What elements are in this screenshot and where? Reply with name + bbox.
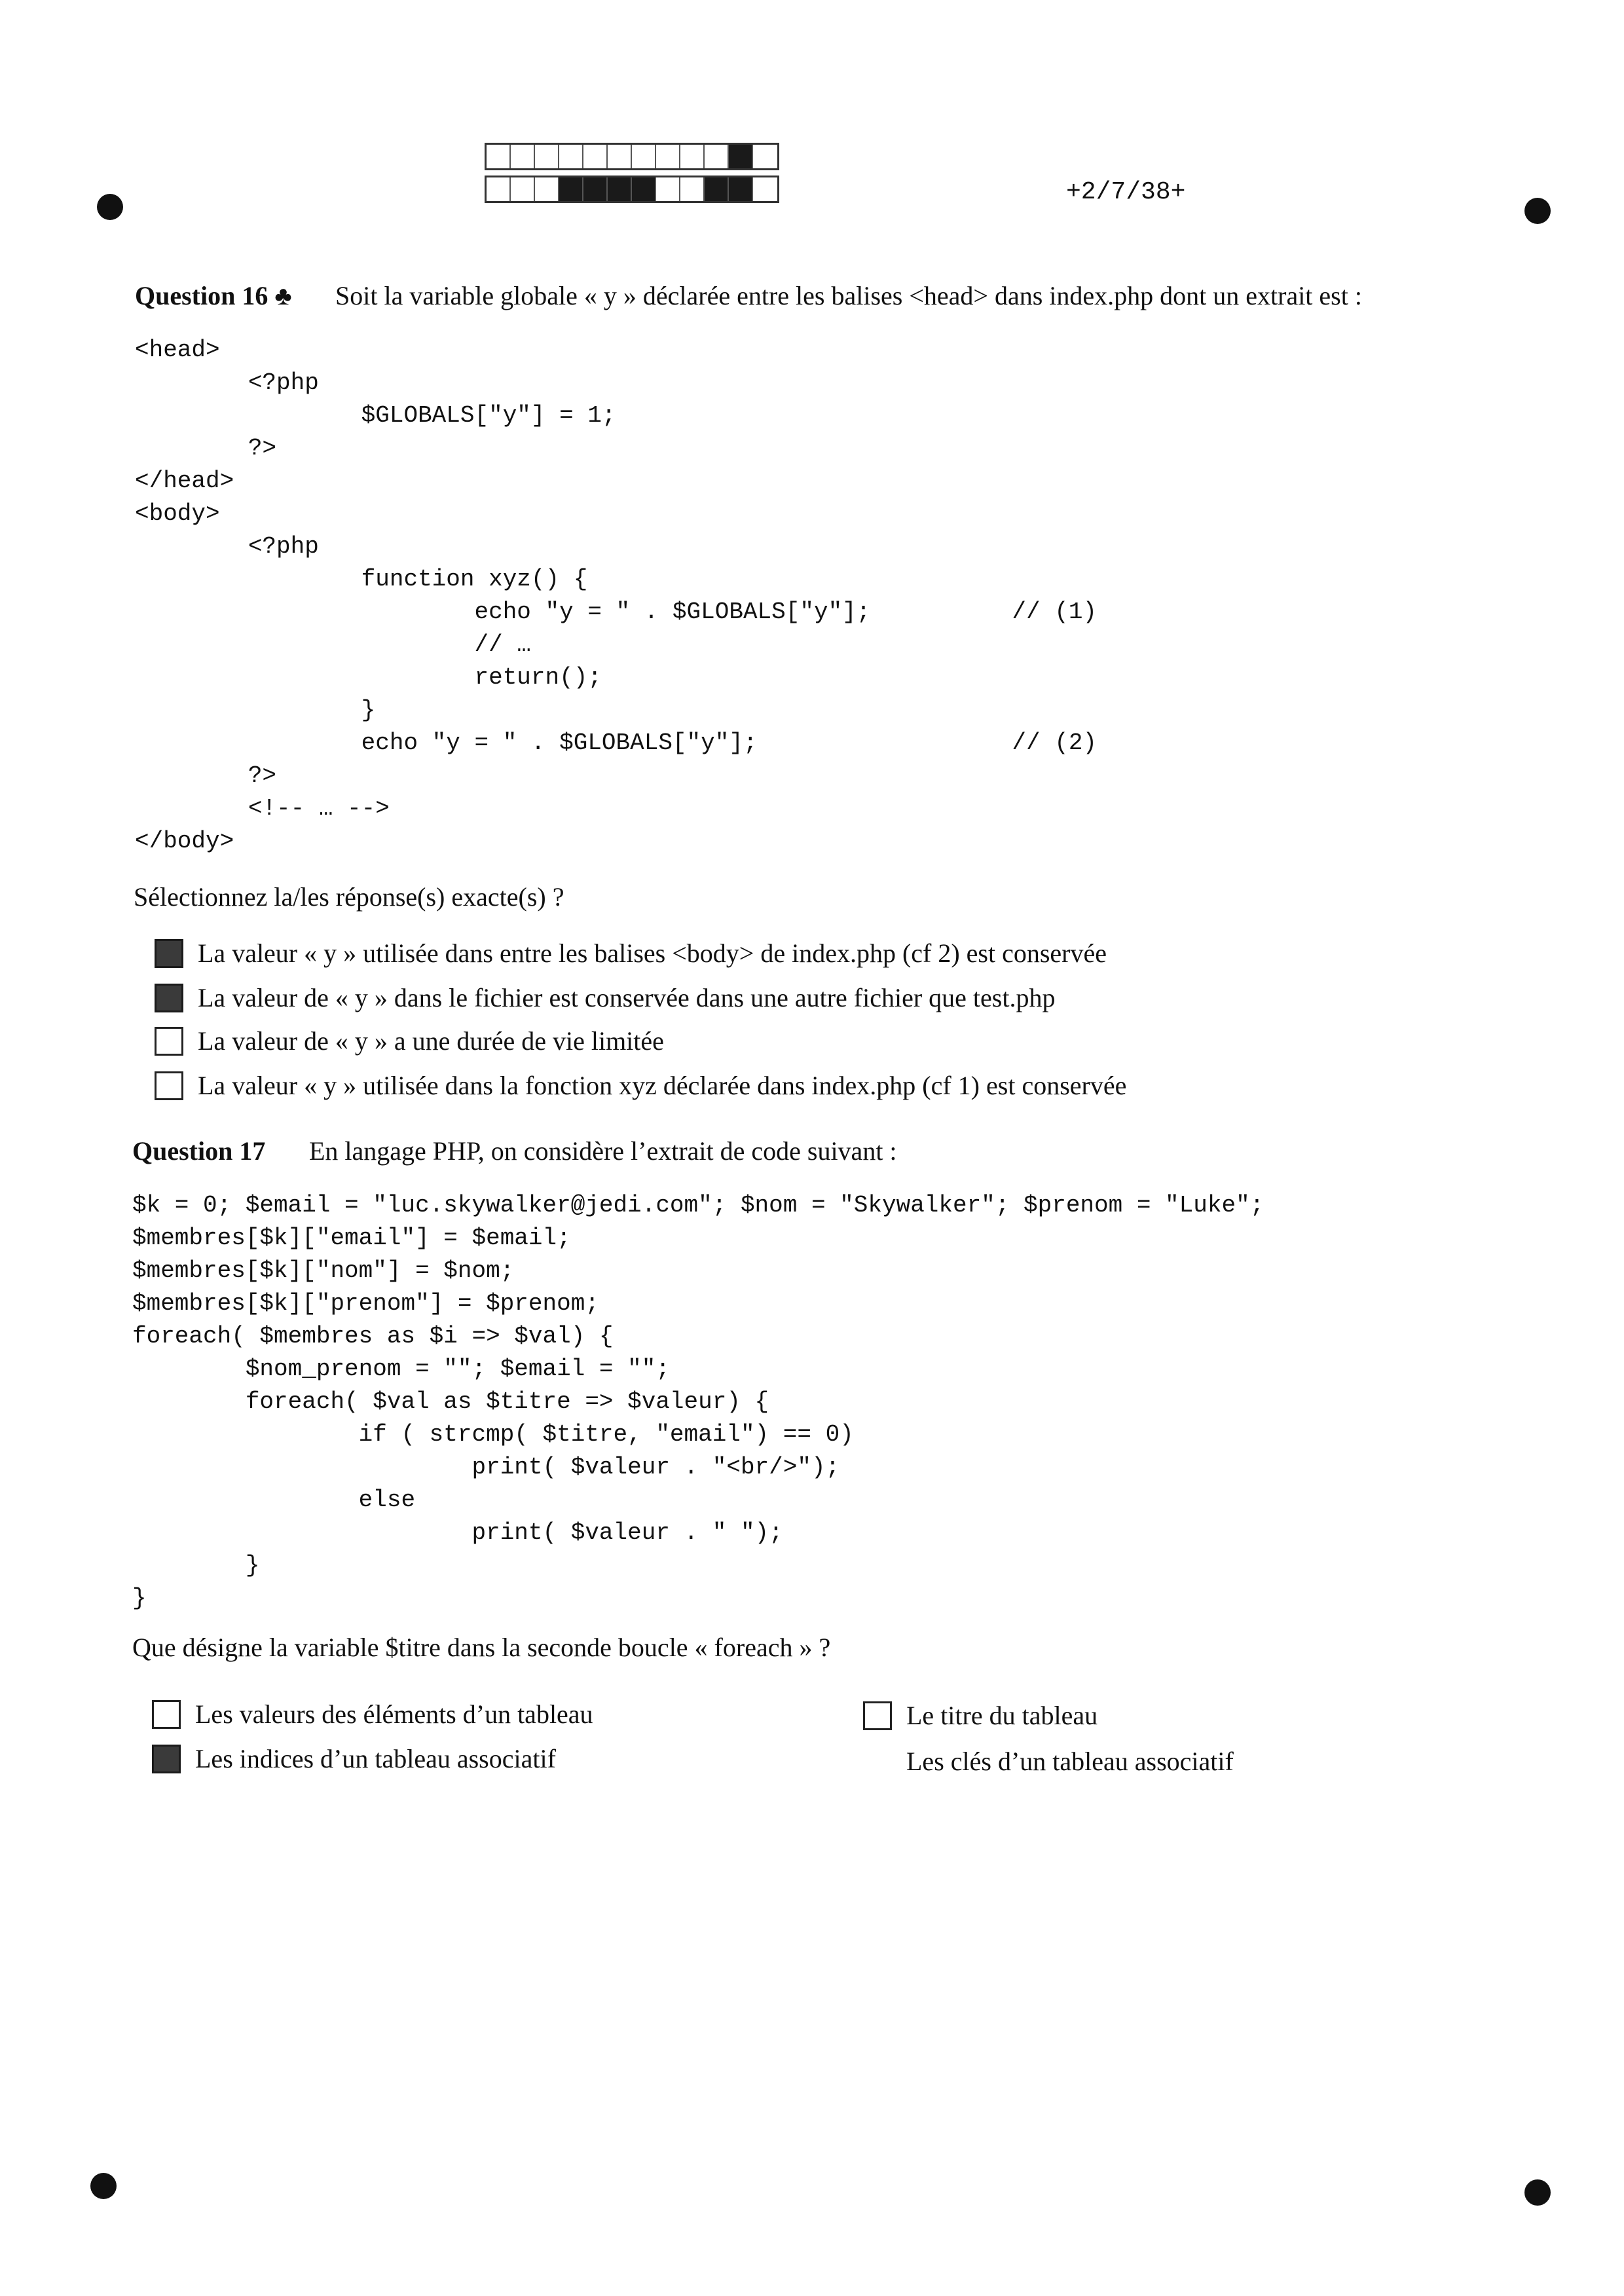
barcode-cell: [656, 145, 680, 168]
page-barcode-row-2: [485, 176, 779, 203]
barcode-cell: [705, 145, 729, 168]
barcode-cell: [632, 145, 656, 168]
q16-option-3[interactable]: [155, 1026, 664, 1056]
barcode-cell: [583, 145, 608, 168]
q16-option-3-checkbox[interactable]: [155, 1027, 183, 1056]
q16-option-2[interactable]: [155, 982, 1055, 1013]
barcode-cell: [608, 177, 632, 201]
question-16-header: [135, 280, 1362, 311]
q17-option-2[interactable]: [863, 1700, 1098, 1731]
q17-option-3-checkbox[interactable]: [152, 1745, 181, 1773]
barcode-cell: [583, 177, 608, 201]
question-16-code: <head> <?php $GLOBALS["y"] = 1; ?> </head> <body> <?php function xyz() { echo "y = " . $GLOBALS["y"]; // (1) // … return(); } echo "y = " . $GLOBALS["y"]; // (2) ?> <!-- … --> </body>: [135, 337, 1098, 855]
q17-option-1-label: Les valeurs des éléments d’un tableau: [195, 1699, 593, 1729]
q16-option-2-label: La valeur de « y » dans le fichier est conservée dans une autre fichier que test.php: [198, 983, 1056, 1012]
question-17-code: $k = 0; $email = "luc.skywalker@jedi.com"; $nom = "Skywalker"; $prenom = "Luke"; $membres[$k]["email"] = $email; $membres[$k]["nom"] = $nom; $membres[$k]["prenom"] = $prenom; foreach( $membres as $i => $val) { $nom_prenom = ""; $email = ""; foreach( $val as $titre => $valeur) { if ( strcmp( $titre, "email") == 0) print( $valeur . "<br/>"); else print( $valeur . " "); } }: [132, 1192, 1264, 1612]
q16-option-1[interactable]: [155, 938, 1107, 969]
page-id: +2/7/38+: [1066, 178, 1186, 206]
q16-option-4[interactable]: [155, 1070, 1126, 1101]
q16-option-4-checkbox[interactable]: [155, 1071, 183, 1100]
page-barcode-row-1: [485, 143, 779, 170]
q17-option-2-checkbox[interactable]: [863, 1701, 892, 1730]
q16-option-1-label: La valeur « y » utilisée dans entre les balises <body> de index.php (cf 2) est conservée: [198, 938, 1107, 968]
q16-option-3-label: La valeur de « y » a une durée de vie limitée: [198, 1026, 664, 1056]
barcode-cell: [511, 177, 535, 201]
barcode-cell: [487, 177, 511, 201]
q17-option-1[interactable]: [152, 1699, 593, 1730]
q17-option-1-checkbox[interactable]: [152, 1700, 181, 1729]
q17-option-4-label: Les clés d’un tableau associatif: [906, 1747, 1234, 1776]
barcode-cell: [753, 177, 777, 201]
q17-option-4-checkbox[interactable]: [863, 1747, 892, 1776]
barcode-cell: [656, 177, 680, 201]
question-17-prompt: Que désigne la variable $titre dans la seconde boucle « foreach » ?: [132, 1633, 831, 1662]
barcode-cell: [729, 177, 753, 201]
barcode-cell: [535, 177, 559, 201]
registration-mark-top-left: [97, 194, 123, 220]
question-17-text: En langage PHP, on considère l’extrait de code suivant :: [309, 1136, 897, 1166]
q16-option-2-checkbox[interactable]: [155, 984, 183, 1012]
question-16-text: Soit la variable globale « y » déclarée entre les balises <head> dans index.php dont un extrait est :: [335, 281, 1362, 310]
question-17-label: Question 17: [132, 1136, 266, 1166]
barcode-cell: [511, 145, 535, 168]
barcode-cell: [753, 145, 777, 168]
barcode-cell: [729, 145, 753, 168]
barcode-cell: [535, 145, 559, 168]
barcode-cell: [705, 177, 729, 201]
barcode-cell: [608, 145, 632, 168]
q16-option-4-label: La valeur « y » utilisée dans la fonction xyz déclarée dans index.php (cf 1) est conservée: [198, 1071, 1127, 1100]
barcode-cell: [559, 145, 583, 168]
q17-option-3-label: Les indices d’un tableau associatif: [195, 1744, 556, 1773]
q17-option-4[interactable]: [863, 1746, 1234, 1777]
q17-option-3[interactable]: [152, 1743, 556, 1774]
question-16-prompt: Sélectionnez la/les réponse(s) exacte(s) ?: [134, 882, 564, 912]
registration-mark-bottom-right: [1524, 2179, 1551, 2206]
barcode-cell: [680, 177, 705, 201]
barcode-cell: [559, 177, 583, 201]
barcode-cell: [680, 145, 705, 168]
registration-mark-bottom-left: [90, 2173, 117, 2199]
registration-mark-top-right: [1524, 198, 1551, 224]
q16-option-1-checkbox[interactable]: [155, 939, 183, 968]
question-16-label: Question 16 ♣: [135, 281, 292, 310]
q17-option-2-label: Le titre du tableau: [906, 1701, 1098, 1730]
barcode-cell: [632, 177, 656, 201]
barcode-cell: [487, 145, 511, 168]
question-17-header: [132, 1136, 897, 1166]
